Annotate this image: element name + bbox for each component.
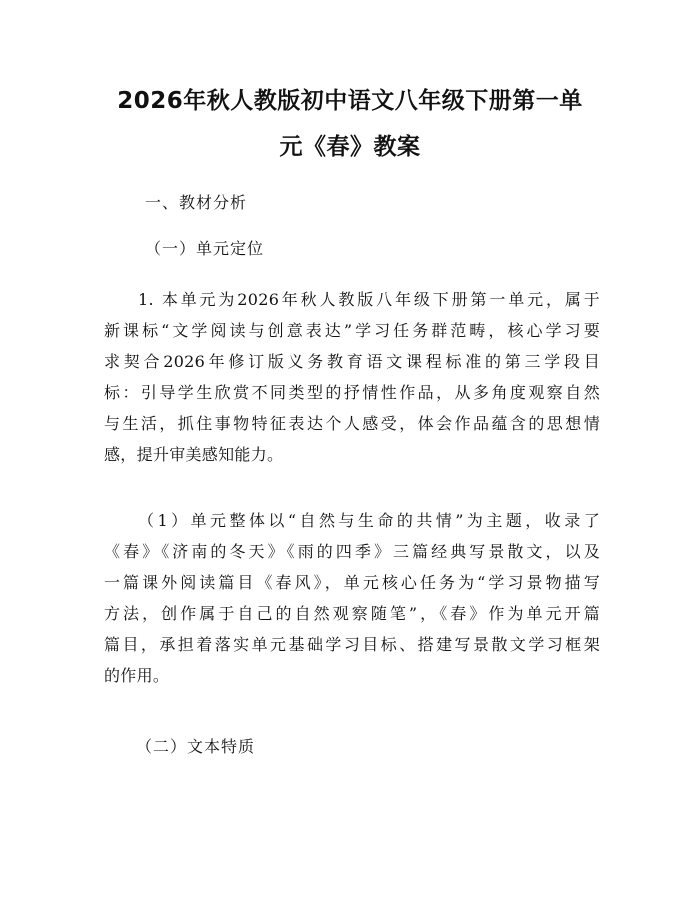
paragraph-line: 篇目，承担着落实单元基础学习目标、搭建写景散文学习框架 xyxy=(104,635,600,654)
paragraph-line: 新课标“文学阅读与创意表达”学习任务群范畴，核心学习要 xyxy=(104,321,600,340)
paragraph-line: 与生活，抓住事物特征表达个人感受，体会作品蕴含的思想情 xyxy=(104,414,600,433)
paragraph-line: 一篇课外阅读篇目《春风》，单元核心任务为“学习景物描写 xyxy=(104,573,600,592)
document-title-line-1: 2026年秋人教版初中语文八年级下册第一单 xyxy=(117,88,583,114)
paragraph-line: 的作用。 xyxy=(104,666,170,685)
subsection-heading-text-characteristics: （二）文本特质 xyxy=(136,737,256,756)
document-title-line-2: 元《春》教案 xyxy=(279,134,421,160)
paragraph-line: （1）单元整体以“自然与生命的共情”为主题，收录了 xyxy=(138,511,600,530)
paragraph-line: 感，提升审美感知能力。 xyxy=(104,445,284,464)
paragraph-unit-theme xyxy=(104,505,600,691)
paragraph-line: 《春》《济南的冬天》《雨的四季》三篇经典写景散文，以及 xyxy=(104,542,600,561)
paragraph-line: 标：引导学生欣赏不同类型的抒情性作品，从多角度观察自然 xyxy=(104,383,600,402)
paragraph-line: 1. 本单元为2026年秋人教版八年级下册第一单元，属于 xyxy=(138,290,600,309)
subsection-heading-unit-positioning: （一）单元定位 xyxy=(145,239,265,258)
paragraph-unit-overview xyxy=(104,284,600,470)
section-heading-teaching-material-analysis: 一、教材分析 xyxy=(145,193,248,212)
paragraph-line: 求契合2026年修订版义务教育语文课程标准的第三学段目 xyxy=(104,352,600,371)
paragraph-line: 方法，创作属于自己的自然观察随笔”，《春》作为单元开篇 xyxy=(104,604,600,623)
